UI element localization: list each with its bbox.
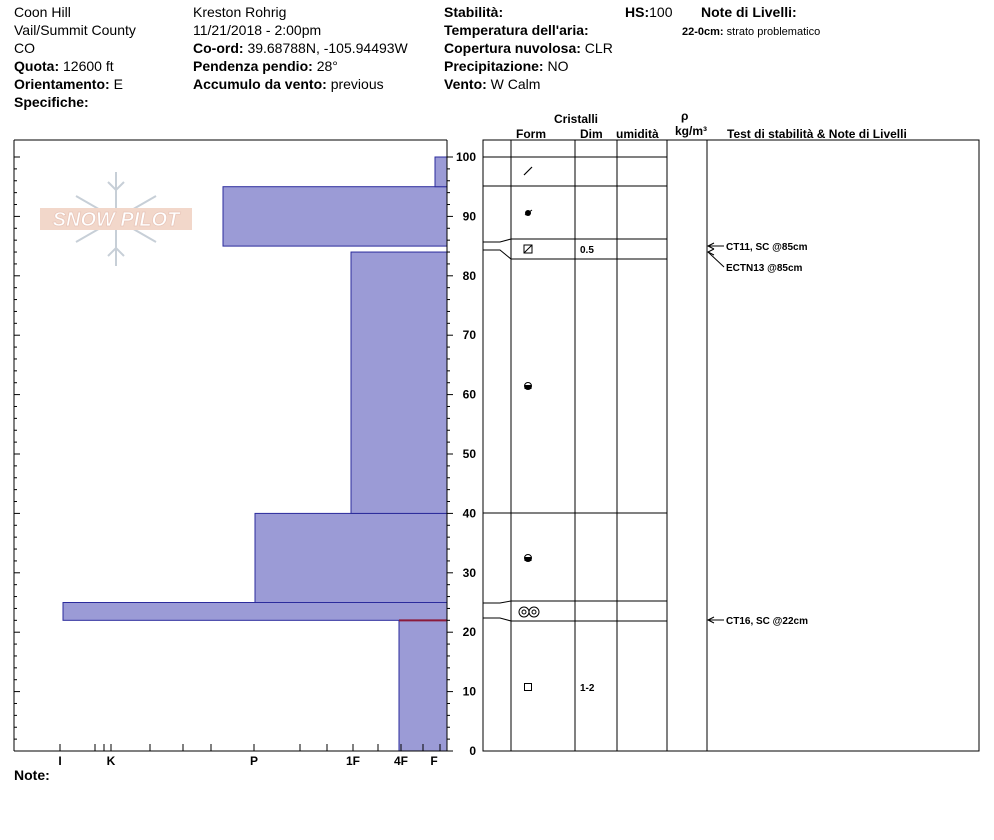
crystal-symbol-icon — [524, 245, 532, 253]
square-mark — [525, 684, 532, 691]
wind-value: W Calm — [490, 76, 541, 92]
cluster-ring — [519, 607, 529, 617]
crystal-symbol-icon — [525, 210, 532, 216]
crystal-symbol-icon — [519, 607, 539, 617]
ring-fill — [525, 557, 532, 561]
hardness-bar — [255, 513, 447, 602]
aspect-value: E — [113, 76, 123, 92]
moisture-header: umidità — [616, 127, 659, 141]
height-tick-label: 20 — [462, 625, 476, 640]
hardness-label: K — [106, 754, 116, 768]
test-arrow-line — [708, 252, 724, 267]
stability-test-label: CT16, SC @22cm — [726, 616, 809, 627]
stability-label: Stabilità: — [444, 4, 504, 20]
wind-loading-value: previous — [330, 76, 384, 92]
density-unit-header: kg/m³ — [675, 124, 708, 138]
rho-header: ρ — [681, 109, 689, 123]
height-tick-label: 100 — [455, 150, 476, 164]
height-tick-label: 30 — [462, 565, 476, 580]
aspect-label: Orientamento: — [14, 76, 110, 92]
form-header: Form — [516, 127, 546, 141]
stability-test-label: ECTN13 @85cm — [726, 263, 803, 274]
slope-value: 28° — [316, 58, 338, 74]
specifics-label: Specifiche: — [14, 94, 89, 110]
slash-mark — [524, 167, 532, 175]
site-state: CO — [14, 40, 35, 56]
height-tick-label: 60 — [462, 387, 476, 402]
layer-note-depth: 22-0cm: — [682, 26, 724, 38]
hardness-label: F — [430, 754, 438, 768]
quota-value: 12600 ft — [63, 58, 114, 74]
wind-loading-label: Accumulo da vento: — [193, 76, 327, 92]
cloud-value: CLR — [584, 40, 613, 56]
crystal-table-frame — [483, 140, 979, 751]
crystal-dim-label: 1-2 — [580, 683, 595, 694]
height-tick-label: 90 — [462, 209, 476, 224]
crystal-symbol-icon — [524, 167, 532, 175]
height-tick-label: 70 — [462, 328, 476, 343]
hardness-bar — [435, 157, 447, 187]
cluster-core — [532, 610, 536, 614]
dim-header: Dim — [580, 127, 603, 141]
height-tick-label: 50 — [462, 447, 476, 461]
crystal-symbol-icon — [525, 555, 532, 562]
notes-label: Note: — [14, 767, 50, 783]
slope-label: Pendenza pendio: — [193, 58, 313, 74]
hardness-bar — [223, 187, 447, 246]
observer-name: Kreston Rohrig — [193, 4, 287, 20]
coord-value: 39.68788N, -105.94493W — [247, 40, 408, 56]
wind-label: Vento: — [444, 76, 487, 92]
observation-datetime: 11/21/2018 - 2:00pm — [193, 22, 322, 38]
layer-notes-title: Note di Livelli: — [701, 4, 797, 20]
layer-note-text: strato problematico — [726, 26, 821, 38]
crystal-symbol-icon — [525, 684, 532, 691]
crystal-symbol-icon — [525, 383, 532, 390]
hardness-label: P — [249, 754, 259, 768]
hardness-bar — [351, 252, 447, 513]
hardness-label: 1F — [345, 754, 361, 768]
crystal-table — [483, 140, 979, 751]
height-tick-label: 40 — [462, 506, 476, 521]
coord-label: Co-ord: — [193, 40, 244, 56]
height-tick-label: 0 — [469, 744, 476, 758]
hs-value: 100 — [649, 4, 673, 20]
hardness-label: I — [58, 754, 62, 768]
site-region: Vail/Summit County — [14, 22, 136, 38]
height-tick-label: 80 — [462, 268, 476, 283]
hardness-profile — [63, 157, 447, 751]
hardness-label: 4F — [393, 754, 409, 768]
arrow-head-icon — [708, 249, 714, 255]
height-tick-label: 10 — [462, 684, 476, 699]
site-name: Coon Hill — [14, 4, 71, 20]
watermark-text: SNOW PILOT — [52, 209, 180, 231]
stability-test-label: CT11, SC @85cm — [726, 242, 808, 253]
crystals-header: Cristalli — [554, 112, 599, 126]
cloud-label: Copertura nuvolosa: — [444, 40, 581, 56]
hardness-bar — [63, 603, 447, 621]
box-diagonal — [524, 245, 532, 253]
cluster-ring — [529, 607, 539, 617]
precip-label: Precipitazione: — [444, 58, 544, 74]
tests-header: Test di stabilità & Note di Livelli — [727, 127, 907, 141]
precip-value: NO — [547, 58, 569, 74]
ring-fill — [525, 385, 532, 389]
cluster-core — [522, 610, 526, 614]
hs-label: HS: — [625, 4, 650, 20]
crystal-dim-label: 0.5 — [580, 245, 594, 256]
quota-label: Quota: — [14, 58, 60, 74]
hardness-bar — [399, 620, 447, 751]
snowpilot-watermark — [40, 172, 192, 266]
air-temp-label: Temperatura dell'aria: — [444, 22, 589, 38]
